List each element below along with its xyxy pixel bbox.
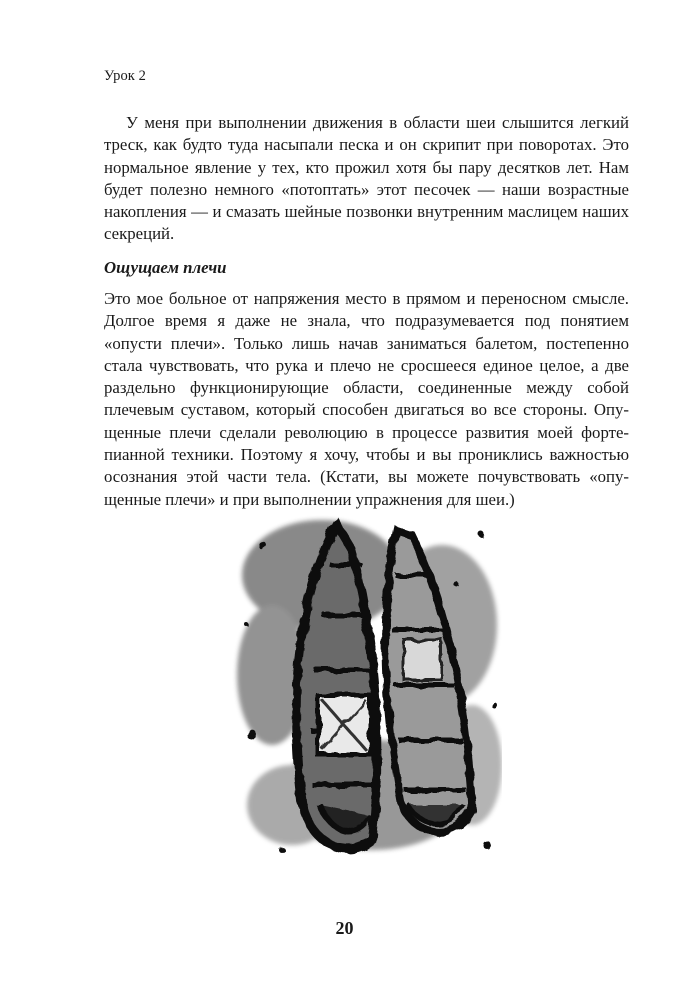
paragraph-neck: У меня при выполнении движения в области шеи слышится легкий треск, как будто туда насыпали песка и он скрипит при поворотах. Это нормальное явление у тех, кто прожил хотя бы пару десятков лет. Нам будет полезно немного «потоптать» этот песочек — наши возрастные накопления — и смазать шейные позвонки внутренним маслицем наших секреций. xyxy=(104,113,629,244)
boats-ink-illustration xyxy=(232,505,502,870)
section-heading: Ощущаем плечи xyxy=(104,258,227,277)
page-number: 20 xyxy=(335,918,354,938)
running-head: Урок 2 xyxy=(104,68,147,84)
paragraph-shoulders: Это мое больное от напряжения место в прямом и переносном смысле. Долгое время я даже не знала, что подразумевается под понятием «опусти плечи». Только лишь начав заниматься балетом, постепенно стала чувствовать, что рука и плечо не сросшееся единое целое, а две раздельно функционирующие области, соединенные между собой плечевым суставом, который способен двигаться во все стороны. Опущенные плечи сделали революцию в процессе развития моей фортепианной техники. Поэтому я хочу, чтобы и вы прониклись важностью осознания этой части тела. (Кстати, вы можете почувствовать «опущенные плечи» и при выполнении упражнения для шеи.) xyxy=(104,289,629,509)
